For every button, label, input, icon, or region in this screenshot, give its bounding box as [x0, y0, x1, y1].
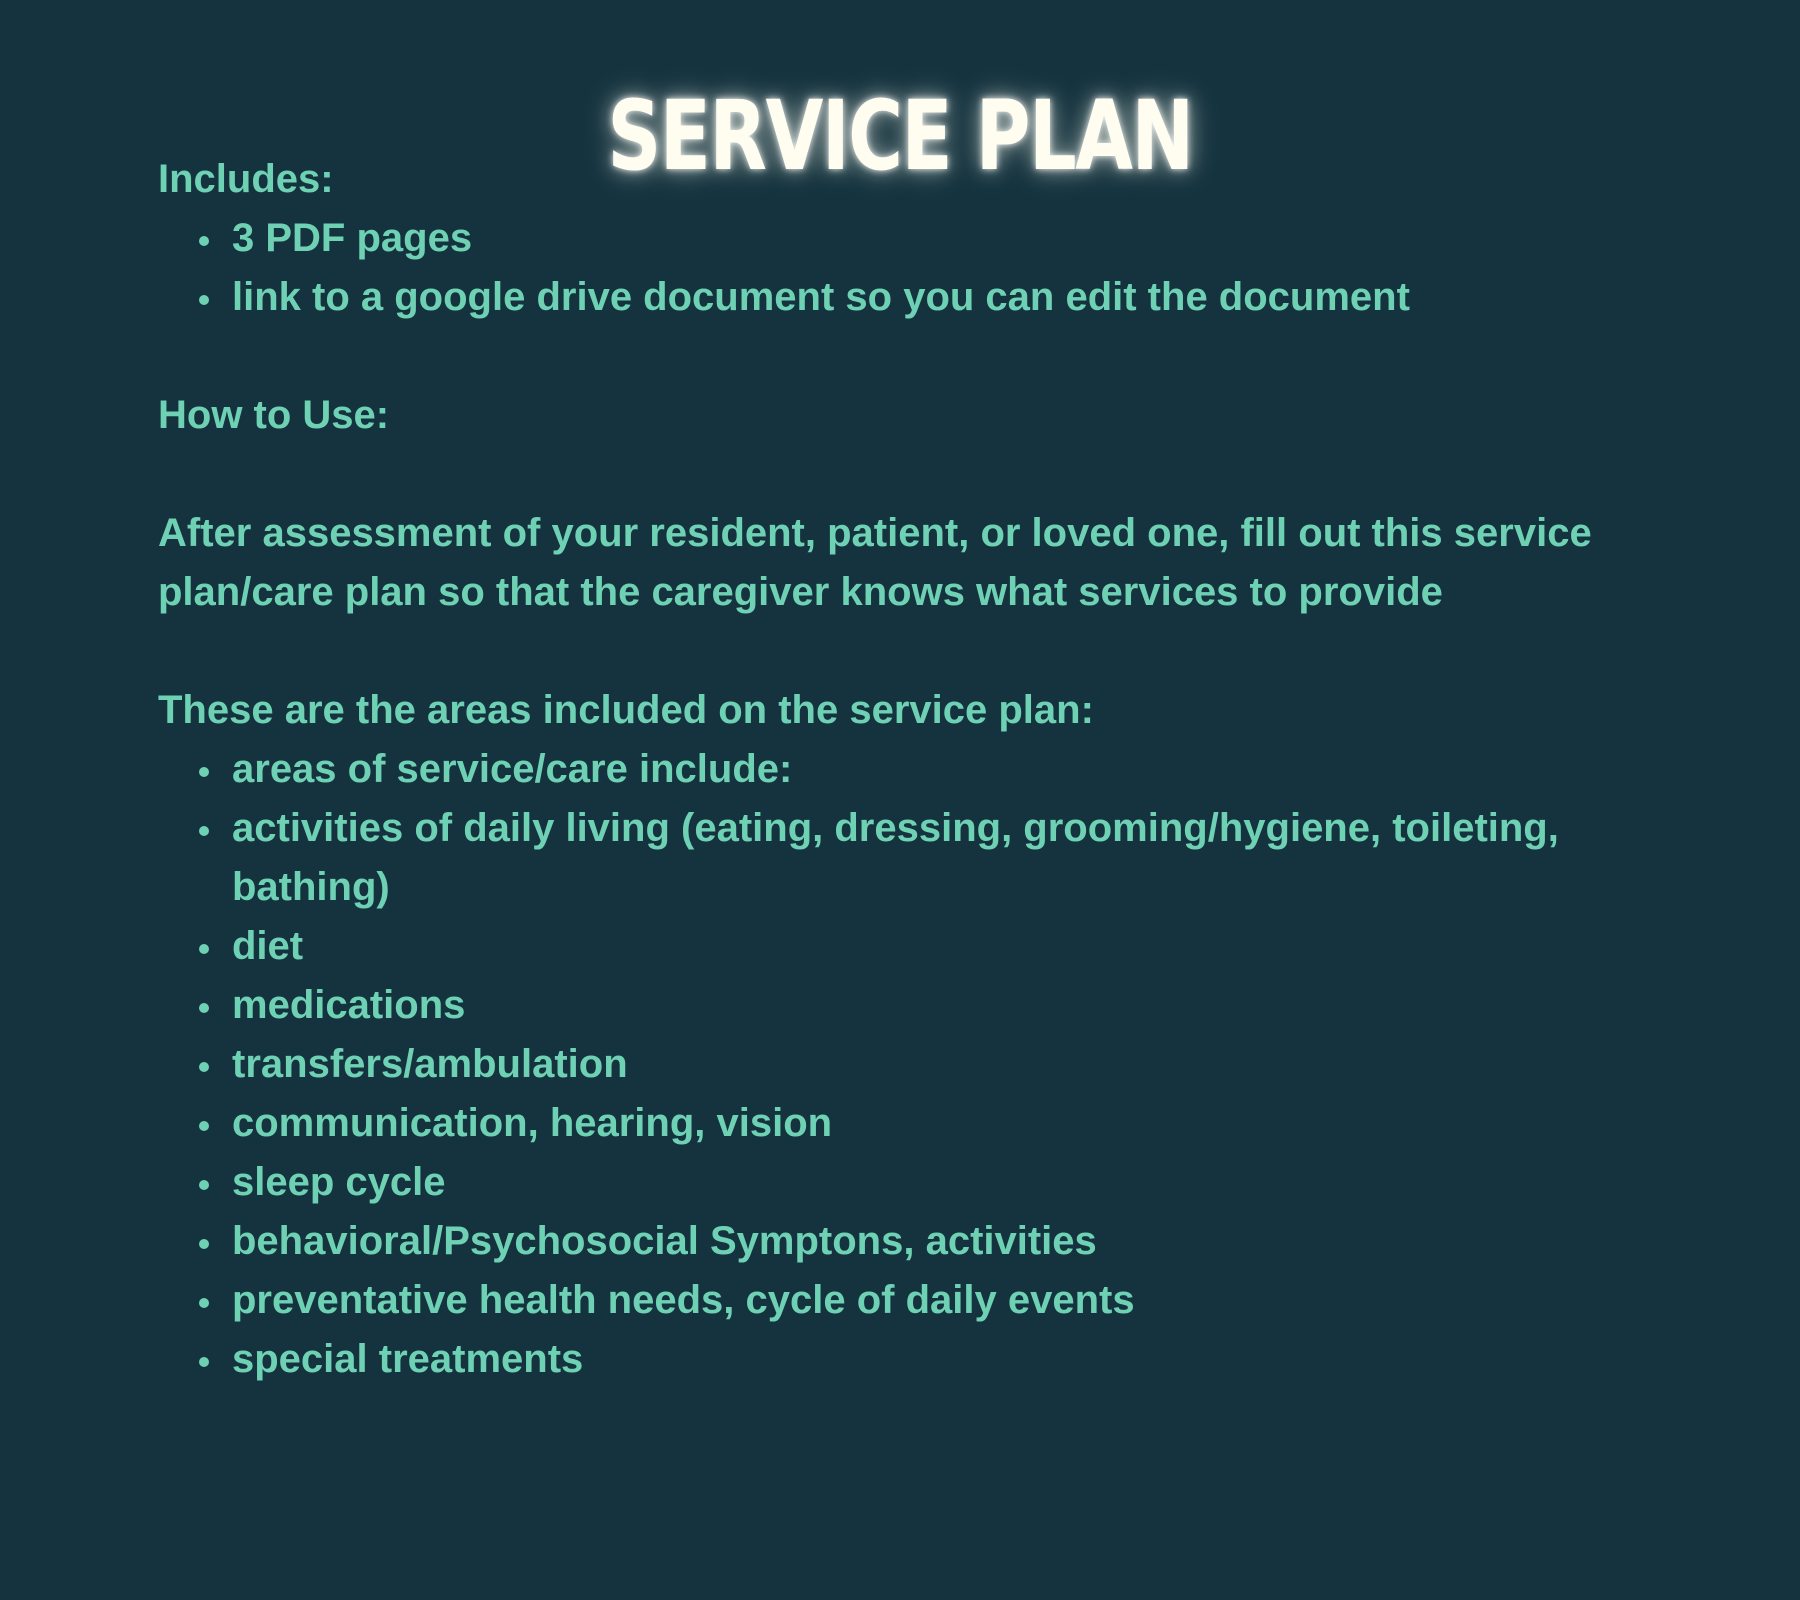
areas-list — [158, 740, 1658, 1389]
how-to-use-heading: How to Use: — [158, 393, 390, 437]
includes-heading: Includes: — [158, 157, 334, 201]
list-item: sleep cycle — [232, 1153, 1658, 1212]
list-item: activities of daily living (eating, dressing, grooming/hygiene, toileting, bathing) — [232, 799, 1658, 917]
includes-list — [158, 209, 1658, 327]
spacer — [158, 445, 1658, 504]
spacer — [158, 327, 1658, 386]
list-item: behavioral/Psychosocial Symptons, activities — [232, 1212, 1658, 1271]
spacer — [158, 622, 1658, 681]
list-item: medications — [232, 976, 1658, 1035]
list-item: 3 PDF pages — [232, 209, 1658, 268]
list-item: transfers/ambulation — [232, 1035, 1658, 1094]
how-to-use-paragraph: After assessment of your resident, patient, or loved one, fill out this service plan/care plan so that the caregiver knows what services to provide — [158, 511, 1592, 614]
list-item: preventative health needs, cycle of daily events — [232, 1271, 1658, 1330]
list-item: link to a google drive document so you can edit the document — [232, 268, 1658, 327]
content-body — [158, 150, 1658, 1389]
areas-heading: These are the areas included on the service plan: — [158, 688, 1094, 732]
list-item: communication, hearing, vision — [232, 1094, 1658, 1153]
list-item: areas of service/care include: — [232, 740, 1658, 799]
page-title: SERVICE PLAN — [607, 80, 1193, 192]
list-item: diet — [232, 917, 1658, 976]
list-item: special treatments — [232, 1330, 1658, 1389]
